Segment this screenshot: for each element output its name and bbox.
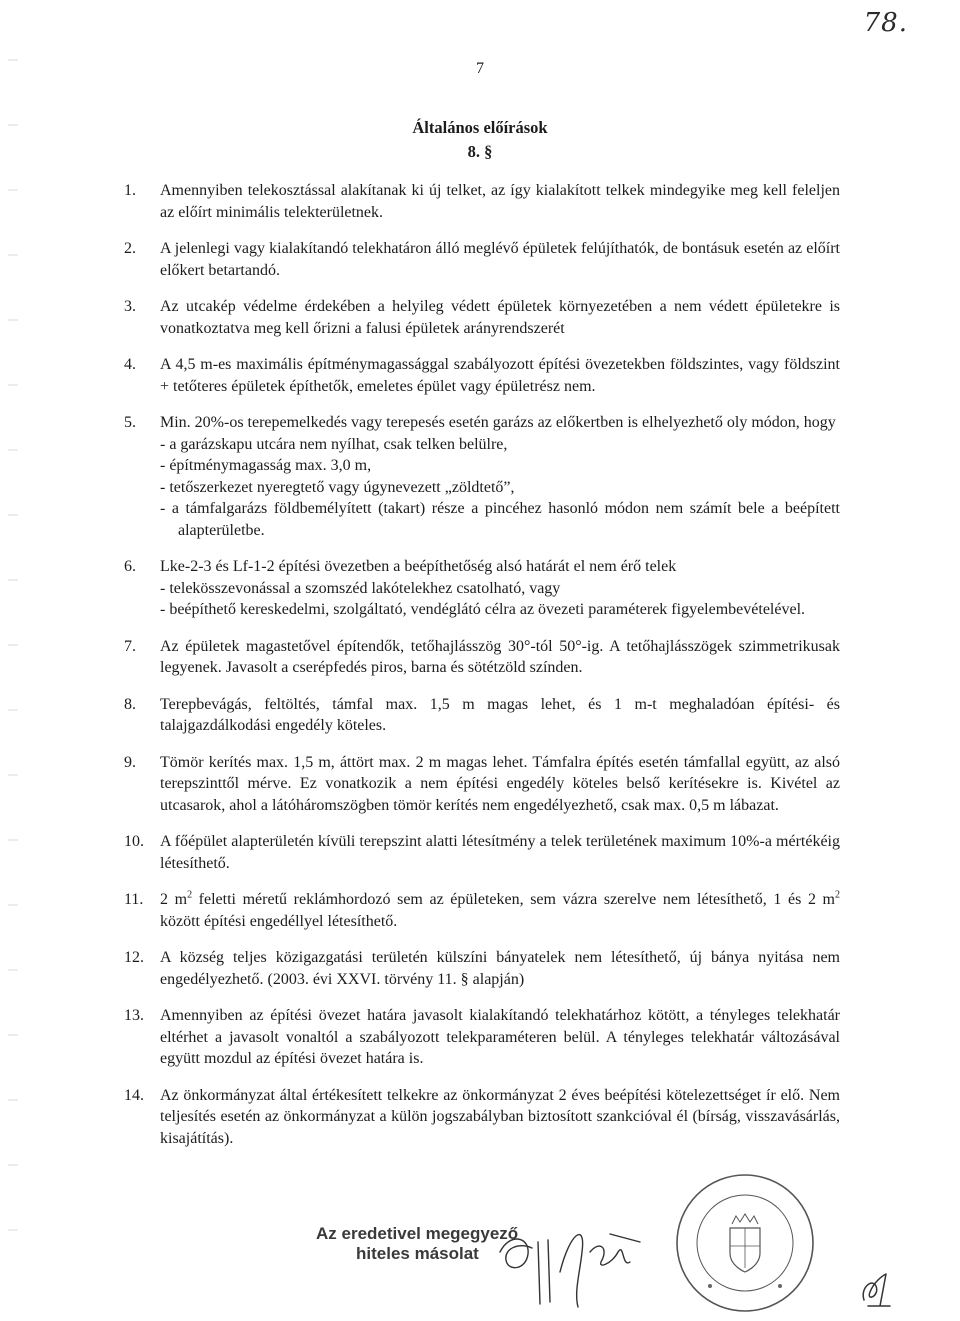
handwritten-page-note: 78. <box>863 8 908 38</box>
item-text: Az önkormányzat által értékesített telkekre az önkormányzat 2 éves beépítési kötelezettséget ír elő. Nem teljesítés esetén az önkormányzat a külön jogszabályban biztosított szankcióval él (bírság, visszavásárlás, kisajátítás). <box>160 1086 840 1147</box>
item-number: 5. <box>124 414 136 431</box>
list-item <box>124 1005 840 1070</box>
sub-item: - telekösszevonással a szomszéd lakótelekhez csatolható, vagy <box>160 579 561 597</box>
left-margin-ticks <box>8 0 22 1321</box>
page-number: 7 <box>476 60 484 77</box>
item-text: A község teljes közigazgatási területén külszíni bányatelek nem létesíthető, új bánya nyitása nem engedélyezhető. (2003. évi XXVI. törvény 11. § alapján) <box>160 949 840 988</box>
item-text: A főépület alapterületén kívüli terepszint alatti létesítmény a telek területének maximum 10%-a mértékéig létesíthető. <box>160 833 840 872</box>
item-number: 11. <box>124 891 144 908</box>
item-text: A jelenlegi vagy kialakítandó telekhatáron álló meglévő épületek felújíthatók, de bontásuk esetén az előírt előkert betartandó. <box>160 240 840 279</box>
item-text: Az épületek magastetővel építendők, tetőhajlásszög 30°-tól 50°-ig. A tetőhajlásszögek szimmetrikusak legyenek. Javasolt a cserépfedés piros, barna és sötétzöld színden. <box>160 637 840 676</box>
item-text: Amennyiben az építési övezet határa javasolt kialakítandó telekhatárhoz kötött, a tényleges telekhatár eltérhet a javasolt vonaltól a szabályozott telekparaméteren belül. A tényleges telekhatár változásával együtt mozdul az építési övezet határa is. <box>160 1007 840 1067</box>
item-text: Tömör kerítés max. 1,5 m, áttört max. 2 m magas lehet. Támfalra építés esetén támfallal együtt, az alsó terepszinttől mérve. Ez vonatkozik a nem építési engedély köteles belső kerítésekre is. Kivétel az utcasarok, ahol a látóháromszögben tömör kerítés nem engedélyezhető, csak max. 0,5 m lábazat. <box>160 753 840 814</box>
item-number: 13. <box>124 1007 144 1024</box>
item-text: A 4,5 m-es maximális építménymagassággal szabályozott építési övezetekben földszintes, vagy földszint + tetőteres épületek építhetők, emeletes épület vagy épületrész nem. <box>160 356 840 395</box>
handwritten-signature <box>490 1212 660 1312</box>
item-text: 2 $m^2$ feletti méretű reklámhordozó sem az épületeken, sem vázra szerelve nem létesíthető, 1 és 2 $m^2$ között építési engedéllyel létesíthető. <box>160 889 840 930</box>
item-number: 1. <box>124 182 136 199</box>
sub-item: - tetőszerkezet nyeregtető vagy úgynevezett „zöldtető”, <box>160 478 515 496</box>
item-text: Az utcakép védelme érdekében a helyileg védett épületek környezetében a nem védett épületekre is vonatkoztatva meg kell őrizni a falusi épületek arányrendszerét <box>160 298 840 337</box>
item-text: Lke-2-3 és Lf-1-2 építési övezetben a beépíthetőség alsó határát el nem érő telek <box>160 558 677 575</box>
list-item <box>124 636 840 679</box>
sub-item: - a garázskapu utcára nem nyílhat, csak telken belülre, <box>160 435 508 453</box>
item-text: Amennyiben telekosztással alakítanak ki új telket, az így kialakított telkek mindegyike meg kell feleljen az előírt minimális telekterületnek. <box>160 182 840 221</box>
margin-initials <box>856 1270 896 1310</box>
item-number: 6. <box>124 558 136 575</box>
stamp-line: Az eredetivel megegyező <box>316 1224 519 1243</box>
item-text: Terepbevágás, feltöltés, támfal max. 1,5 m magas lehet, és 1 m-t meghaladóan építési- és talajgazdálkodási engedély köteles. <box>160 695 840 734</box>
list-item <box>124 354 840 397</box>
list-item <box>124 556 840 621</box>
item-number: 14. <box>124 1086 144 1104</box>
section-number: 8. § <box>467 142 493 161</box>
item-text: Min. 20%-os terepemelkedés vagy terepesés esetén garázs az előkertben is elhelyezhető oly módon, hogy <box>160 414 836 431</box>
list-item <box>124 1085 840 1150</box>
item-number: 2. <box>124 240 136 257</box>
certification-stamp <box>316 1224 518 1264</box>
section-heading <box>0 116 960 164</box>
list-item <box>124 412 840 541</box>
list-item <box>124 180 840 223</box>
list-item <box>124 238 840 281</box>
stamp-line: hiteles másolat <box>356 1244 479 1263</box>
section-title: Általános előírások <box>412 118 548 137</box>
item-number: 8. <box>124 695 136 713</box>
list-item <box>124 296 840 339</box>
item-number: 4. <box>124 356 136 373</box>
list-item <box>124 694 840 737</box>
sub-item: - építménymagasság max. 3,0 m, <box>160 457 372 474</box>
item-number: 10. <box>124 833 144 850</box>
item-number: 9. <box>124 753 136 771</box>
list-item <box>124 831 840 874</box>
list-item <box>124 752 840 817</box>
item-number: 3. <box>124 298 136 315</box>
item-number: 12. <box>124 949 144 966</box>
item-number: 7. <box>124 637 136 655</box>
round-seal <box>670 1168 820 1318</box>
list-item <box>124 889 840 932</box>
provisions-list <box>124 180 840 1149</box>
sub-item: - a támfalgarázs földbemélyített (takart) része a pincéhez hasonló módon nem számít bele a beépített alapterületbe. <box>160 500 840 539</box>
list-item <box>124 947 840 990</box>
sub-item: - beépíthető kereskedelmi, szolgáltató, vendéglátó célra az övezeti paraméterek figyelembevételével. <box>160 601 806 618</box>
